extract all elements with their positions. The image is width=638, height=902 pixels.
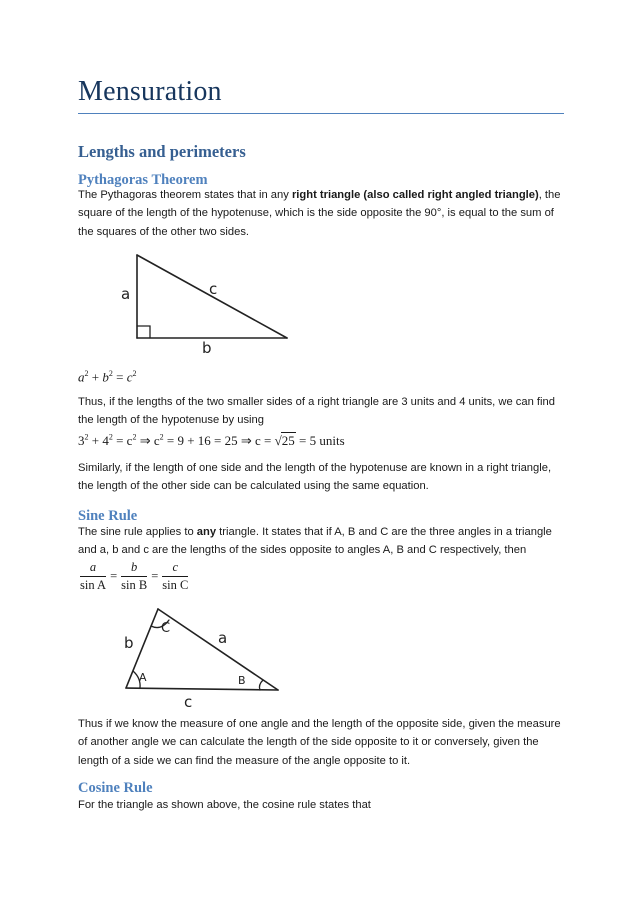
fraction-c-num: c — [162, 560, 188, 577]
pythagoras-p1-bold: right triangle (also called right angled triangle) — [291, 189, 539, 201]
page-title: Mensuration — [78, 76, 222, 107]
sine-p1-end: triangle. It states that if A, B and C are the three angles in a triangle and a, b and c are the lengths of the sides opposite to angles A, B and C respectively, then — [78, 526, 552, 557]
fraction-c-den: sin C — [162, 578, 189, 592]
pythagoras-p1-end: , the square of the length of the hypotenuse, which is the side opposite the 90°, is equal to the sum of the squares of the other two sides. — [78, 189, 561, 238]
triangle-label-b: b — [202, 339, 212, 357]
triangle2-angle-B: B — [238, 674, 246, 687]
example-part2: = 9 + 16 = 25 ⇒ c = — [166, 433, 272, 448]
example-part1-exp: 2 — [132, 432, 137, 442]
formula-eq: = — [116, 369, 124, 385]
sqrt-symbol: √ — [274, 433, 282, 448]
triangle2-label-c: c — [184, 693, 193, 711]
sine-eq-1: = — [110, 569, 118, 583]
triangle2-side-c — [126, 688, 278, 690]
pythagoras-paragraph-2: Thus, if the lengths of the two smaller sides of a right triangle are 3 units and 4 units, we can find the length of the hypotenuse by using — [78, 396, 555, 427]
example-4: 4 — [102, 433, 109, 448]
triangle2-side-a — [158, 609, 278, 690]
formula-a: a — [78, 369, 85, 385]
triangle2-label-b: b — [124, 634, 134, 652]
formula-c-exp: 2 — [132, 369, 137, 378]
heading-cosine-rule: Cosine Rule — [78, 780, 153, 796]
example-implies-exp: 2 — [159, 432, 164, 442]
triangle2-angle-A: A — [139, 671, 147, 684]
formula-b-exp: 2 — [108, 369, 113, 378]
heading-pythagoras: Pythagoras Theorem — [78, 172, 208, 188]
example-result: = 5 units — [299, 433, 345, 448]
section-heading-lengths: Lengths and perimeters — [78, 142, 246, 161]
formula-b: b — [102, 369, 109, 385]
example-part1: = c — [116, 433, 133, 448]
triangle2-label-a: a — [218, 629, 228, 647]
pythagoras-paragraph-3: Similarly, if the length of one side and the length of the hypotenuse are known in a right triangle, the length of the other side can be calculated using the same equation. — [78, 462, 552, 493]
sine-eq-2: = — [151, 569, 159, 583]
triangle2-angle-C: C — [161, 621, 171, 636]
example-4-exp: 2 — [108, 432, 113, 442]
example-plus: + — [91, 433, 100, 448]
fraction-b-num: b — [121, 560, 147, 577]
formula-a-exp: 2 — [84, 369, 89, 378]
pythagoras-p1-start: The Pythagoras theorem states that in any — [78, 189, 292, 201]
cosine-paragraph-1: For the triangle as shown above, the cosine rule states that — [78, 799, 371, 811]
triangle-label-c: c — [209, 280, 218, 298]
fraction-a-num: a — [80, 560, 106, 577]
fraction-b-den: sin B — [121, 578, 148, 592]
triangle-label-a: a — [121, 285, 131, 303]
sine-p1-start: The sine rule applies to — [78, 526, 197, 538]
sine-paragraph-2: Thus if we know the measure of one angle and the length of the opposite side, given the measure of another angle we can calculate the length of the side opposite to it or conversely, given the length of a side we can find the measure of the angle opposite to it. — [78, 718, 561, 767]
sqrt-argument: 25 — [281, 433, 295, 448]
formula-c: c — [126, 369, 133, 385]
formula-plus: + — [91, 369, 100, 385]
fraction-a-den: sin A — [80, 578, 107, 592]
example-3-exp: 2 — [84, 432, 89, 442]
heading-sine-rule: Sine Rule — [78, 508, 138, 524]
example-3: 3 — [78, 433, 85, 448]
example-implies: ⇒ c — [139, 433, 160, 448]
angle-arc-B — [259, 680, 263, 690]
sine-p1-bold: any — [196, 526, 217, 538]
